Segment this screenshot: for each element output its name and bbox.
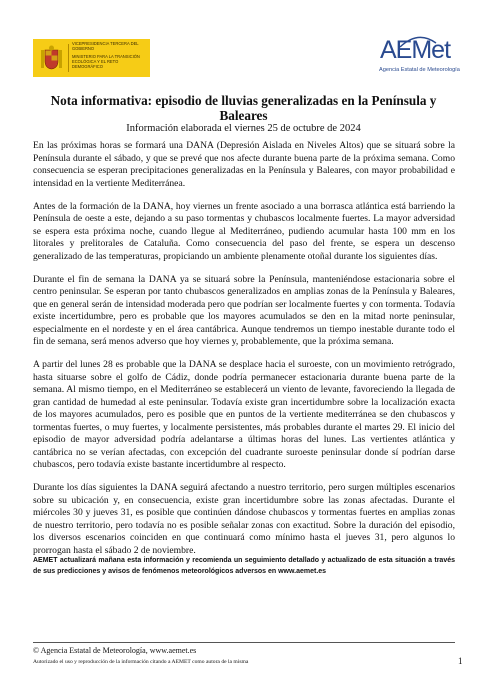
- footer-divider: [33, 642, 455, 643]
- page-number: 1: [458, 656, 463, 666]
- paragraph-2: Antes de la formación de la DANA, hoy viernes un frente asociado a una borrasca atlántica está barriendo la Península de oeste a este, dejando a su paso tormentas y chubascos localmente fuertes. La mayor adversidad se espera esta próxima noche, cuando llegue al Mediterráneo, pudiendo acumular hasta 100 mm en los litorales y prelitorales de Cataluña. Como consecuencia del paso del frente, se espera un descenso generalizado de las temperaturas, propiciando un ambiente plenamente otoñal durante los siguientes días.: [33, 200, 455, 262]
- footer-copyright: © Agencia Estatal de Meteorología, www.aemet.es: [33, 646, 197, 655]
- coat-of-arms-icon: [39, 44, 64, 72]
- paragraph-5: Durante los días siguientes la DANA seguirá afectando a nuestro territorio, pero surgen múltiples escenarios sobre su ubicación y, en consecuencia, existe gran incertidumbre sobre las zonas afectadas. Durante el miércoles 30 y jueves 31, es posible que continúen dándose chubascos y tormentas fuertes en amplias zonas de nuestro territorio, pero todavía no es posible señalar zonas con exactitud. Sobre la duración del episodio, los diversos escenarios coinciden en que continuará como mínimo hasta el jueves 31, pero algunos lo prorrogan hasta el sábado 2 de noviembre.: [33, 482, 455, 556]
- page-header: [0, 0, 487, 90]
- document-body: [33, 140, 455, 568]
- aemet-logo: [376, 36, 466, 80]
- ministry-line-2: MINISTERIO PARA LA TRANSICIÓN ECOLÓGICA Y EL RETO DEMOGRÁFICO: [72, 54, 140, 69]
- footer-authorization: Autorizado el uso y reproducción de la información citando a AEMET como autora de la misma: [33, 659, 249, 665]
- paragraph-1: En las próximas horas se formará una DANA (Depresión Aislada en Niveles Altos) que se situará sobre la Península durante el sábado, y que se prevé que nos afecte durante buena parte de la próxima semana. Como consecuencia se esperan precipitaciones generalizadas en la Península y Baleares, con mayor probabilidad e intensidad en la vertiente Mediterránea.: [33, 140, 455, 189]
- paragraph-4: A partir del lunes 28 es probable que la DANA se desplace hacia el suroeste, con un movimiento retrógrado, hasta situarse sobre el golfo de Cádiz, donde podría permanecer estacionaria durante buena parte de la semana. Al mismo tiempo, en el Mediterráneo se establecerá un viento de levante, favoreciendo la llegada de gran cantidad de humedad al este peninsular. Todavía existe gran incertidumbre sobre la localización exacta de los mayores acumulados, pero es posible que en puntos de la vertiente mediterránea se den chubascos y tormentas fuertes, o muy fuertes, y localmente persistentes, más probables durante el martes 29. El inicio del episodio de mayor adversidad podría adelantarse a últimas horas del lunes. Las vertientes atlántica y cantábrica no se verían afectadas, con excepción del cuadrante suroeste peninsular donde sí podrían darse chubascos, pero todavía existe bastante incertidumbre al respecto.: [33, 359, 455, 470]
- aemet-subtitle: Agencia Estatal de Meteorología: [379, 67, 460, 73]
- document-title: Nota informativa: episodio de lluvias generalizadas en la Península y Baleares: [50, 93, 437, 123]
- paragraph-3: Durante el fin de semana la DANA ya se situará sobre la Península, manteniéndose estacionaria sobre el centro peninsular. Se esperan por tanto chubascos generalizados en amplias zonas de la Península y Baleares, que en general serán de intensidad moderada pero que podrían ser localmente fuertes y con tormenta. Todavía existe incertidumbre, pero es probable que los mayores acumulados se den en la mitad norte peninsular, especialmente en el nordeste y en el área cantábrica. Aunque tendremos un tiempo inestable durante todo el fin de semana, será menos adverso que hoy viernes y, probablemente, que la próxima semana.: [33, 273, 455, 347]
- aemet-wordmark: AEMet: [380, 36, 451, 64]
- government-logo: [33, 39, 150, 77]
- document-subtitle: Información elaborada el viernes 25 de octubre de 2024: [126, 123, 361, 134]
- logo-divider: [68, 44, 69, 72]
- ministry-line-1: VICEPRESIDENCIA TERCERA DEL GOBIERNO: [72, 41, 139, 51]
- update-notice: AEMET actualizará mañana esta información y recomienda un seguimiento detallado y actualizado de esta situación a través de sus predicciones y avisos de fenómenos meteorológicos adversos en www.aemet.es: [33, 557, 455, 575]
